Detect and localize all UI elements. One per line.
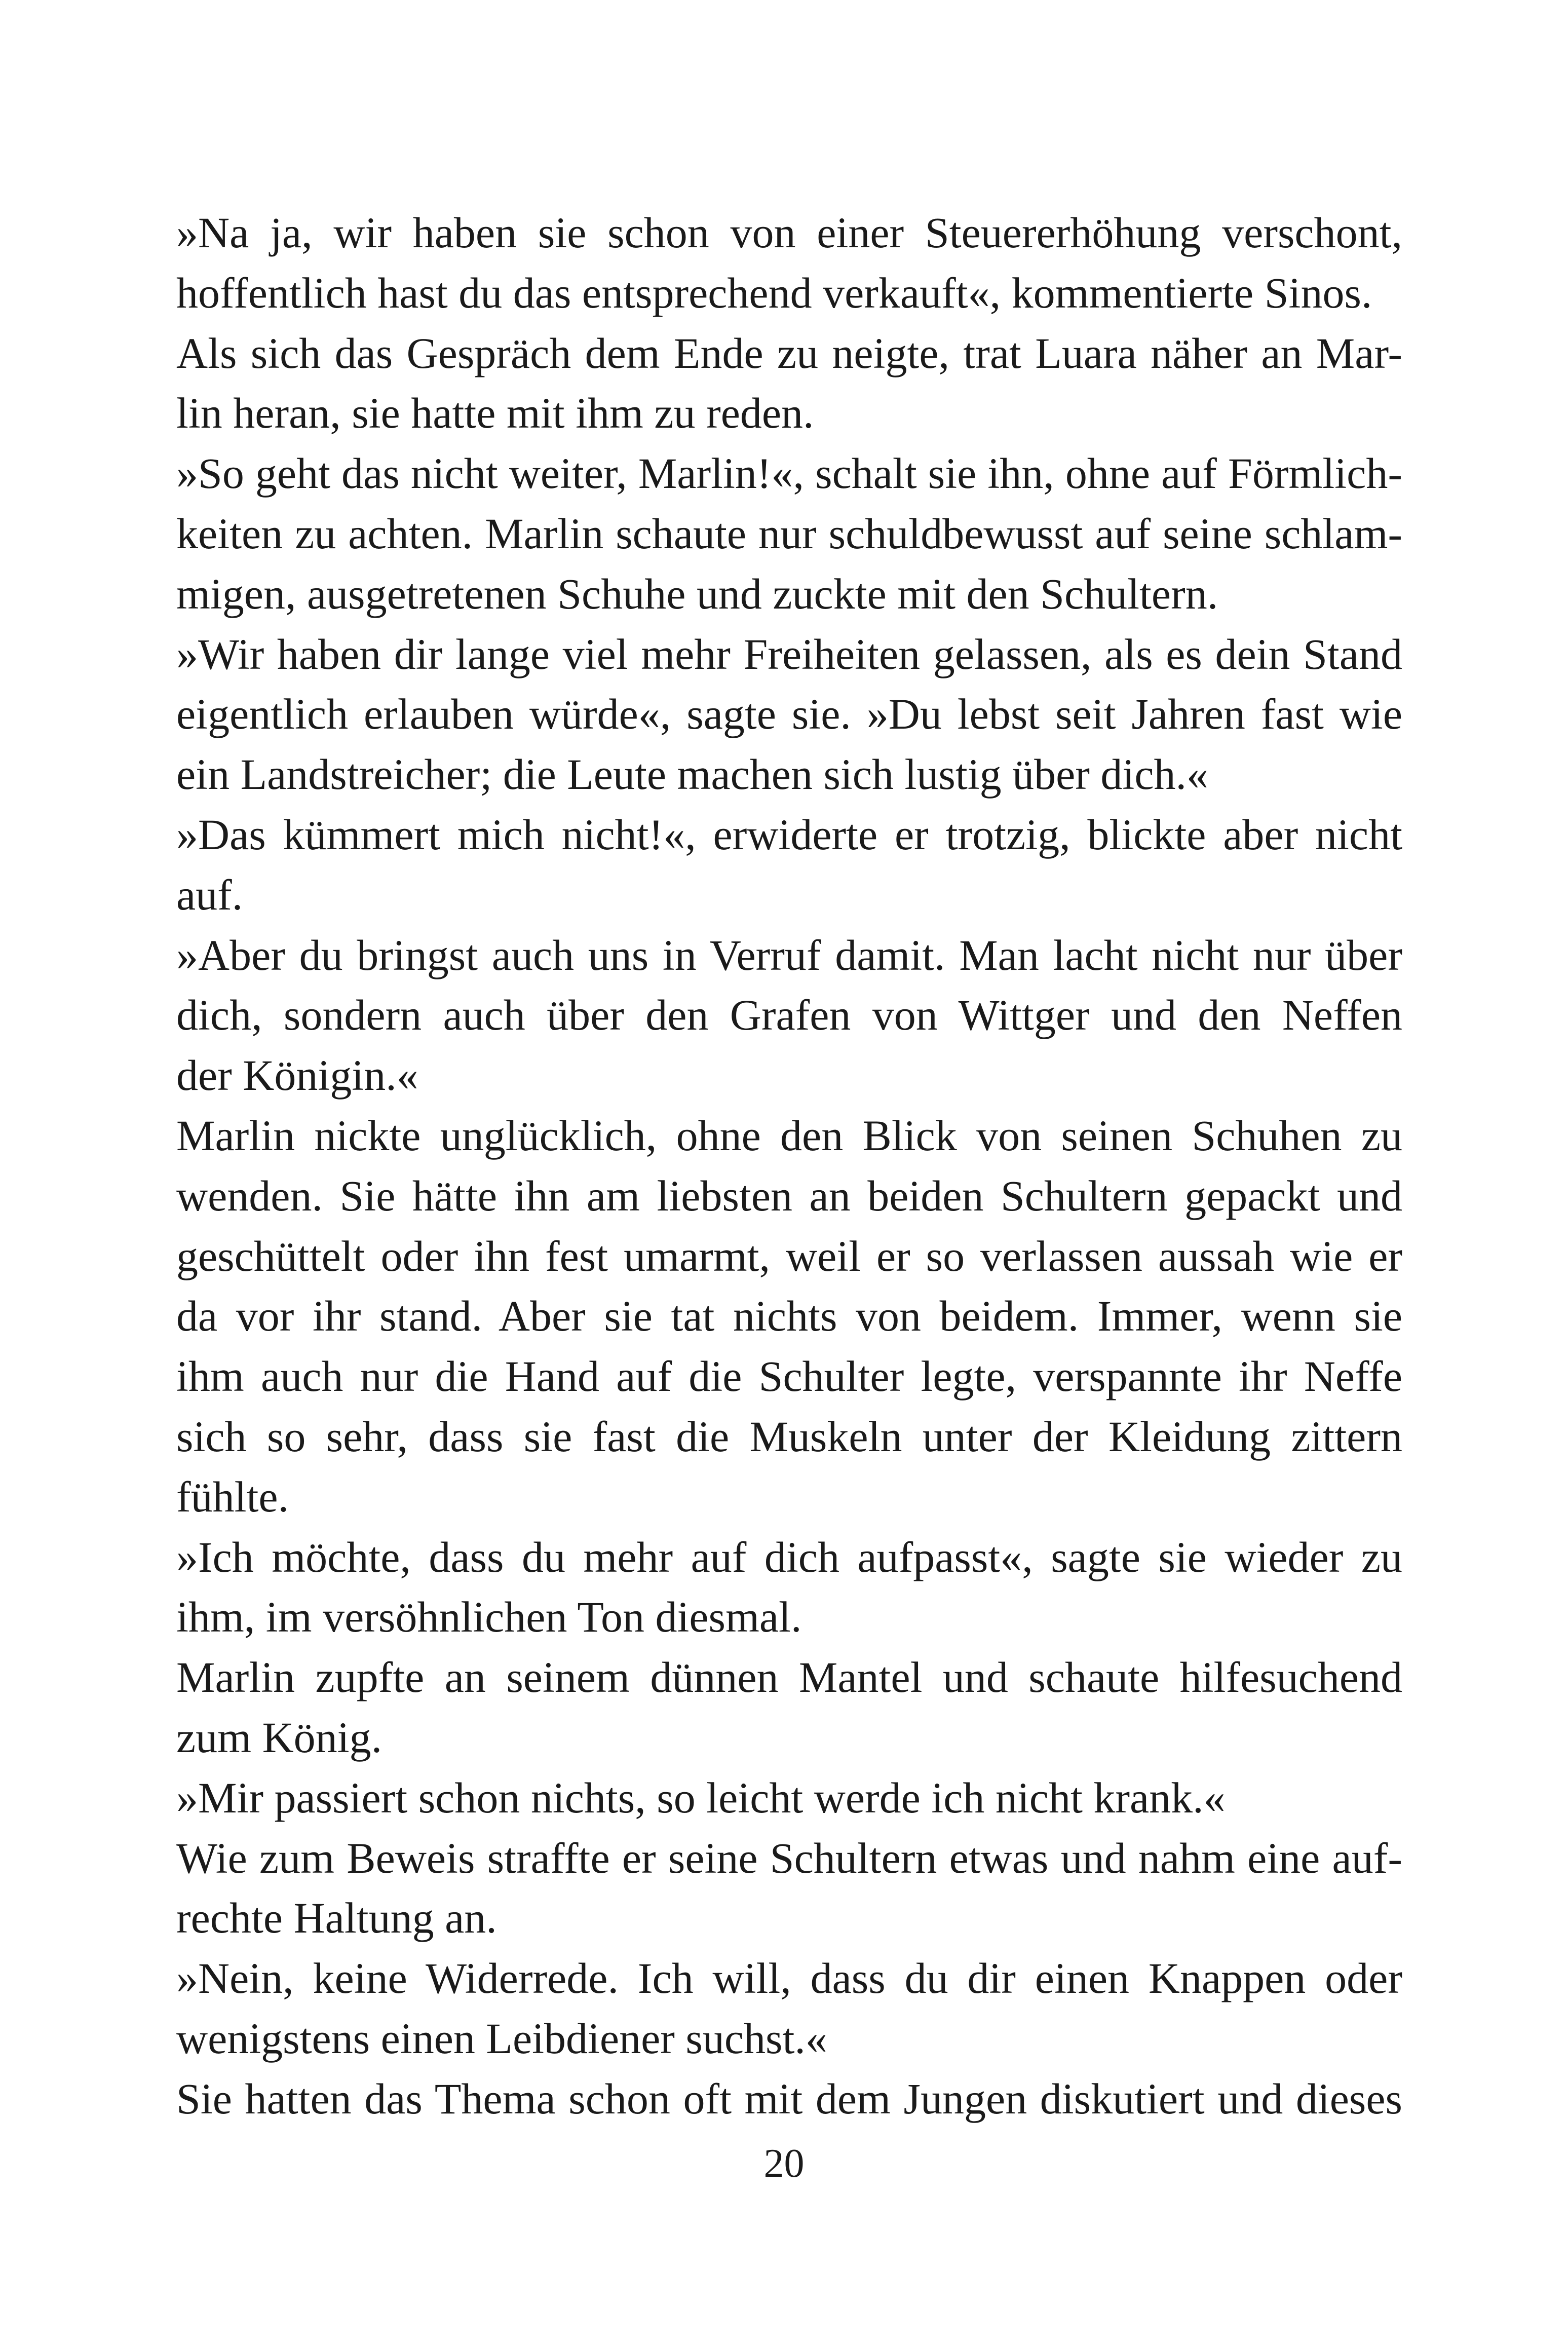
text-line: »Na ja, wir haben sie schon von einer Steuererhöhung verschont, xyxy=(176,208,1402,257)
text-line: »Das kümmert mich nicht!«, erwiderte er trotzig, blickte aber nicht xyxy=(176,810,1402,859)
text-line: sich so sehr, dass sie fast die Muskeln unter der Kleidung zittern xyxy=(176,1412,1402,1461)
text-line: rechte Haltung an. xyxy=(176,1894,497,1943)
body-text xyxy=(176,203,1402,2129)
text-line: »Ich möchte, dass du mehr auf dich aufpasst«, sagte sie wieder zu xyxy=(176,1532,1402,1581)
text-line: ihm, im versöhnlichen Ton diesmal. xyxy=(176,1593,802,1642)
text-line: hoffentlich hast du das entsprechend verkauft«, kommentierte Sinos. xyxy=(176,268,1372,317)
text-line: ihm auch nur die Hand auf die Schulter legte, verspannte ihr Neffe xyxy=(176,1352,1402,1401)
text-line: Wie zum Beweis straffte er seine Schultern etwas und nahm eine auf- xyxy=(176,1833,1402,1882)
text-line: dich, sondern auch über den Grafen von Wittger und den Neffen xyxy=(176,991,1402,1040)
text-line: Marlin nickte unglücklich, ohne den Blick von seinen Schuhen zu xyxy=(176,1111,1402,1160)
text-line: eigentlich erlauben würde«, sagte sie. »Du lebst seit Jahren fast wie xyxy=(176,690,1402,739)
text-line: Marlin zupfte an seinem dünnen Mantel und schaute hilfesuchend xyxy=(176,1653,1402,1702)
text-line: migen, ausgetretenen Schuhe und zuckte mit den Schultern. xyxy=(176,569,1218,618)
text-line: fühlte. xyxy=(176,1472,289,1521)
text-line: da vor ihr stand. Aber sie tat nichts von beidem. Immer, wenn sie xyxy=(176,1292,1402,1341)
page-number: 20 xyxy=(763,2141,805,2186)
text-line: Als sich das Gespräch dem Ende zu neigte, trat Luara näher an Mar- xyxy=(176,328,1402,377)
text-line: der Königin.« xyxy=(176,1051,418,1100)
text-line: »Wir haben dir lange viel mehr Freiheiten gelassen, als es dein Stand xyxy=(176,629,1402,678)
text-line: wenden. Sie hätte ihn am liebsten an beiden Schultern gepackt und xyxy=(176,1171,1402,1220)
text-line: geschüttelt oder ihn fest umarmt, weil er so verlassen aussah wie er xyxy=(176,1231,1402,1280)
text-line: keiten zu achten. Marlin schaute nur schuldbewusst auf seine schlam- xyxy=(176,509,1402,558)
text-line: Sie hatten das Thema schon oft mit dem Jungen diskutiert und dieses xyxy=(176,2074,1402,2123)
text-line: »Aber du bringst auch uns in Verruf damit. Man lacht nicht nur über xyxy=(176,930,1402,979)
text-line: »Nein, keine Widerrede. Ich will, dass du dir einen Knappen oder xyxy=(176,1954,1402,2003)
text-line: ein Landstreicher; die Leute machen sich lustig über dich.« xyxy=(176,750,1208,799)
text-line: wenigstens einen Leibdiener suchst.« xyxy=(176,2014,827,2063)
text-line: lin heran, sie hatte mit ihm zu reden. xyxy=(176,389,814,438)
text-line: »Mir passiert schon nichts, so leicht werde ich nicht krank.« xyxy=(176,1773,1226,1822)
text-line: »So geht das nicht weiter, Marlin!«, schalt sie ihn, ohne auf Förmlich- xyxy=(176,449,1402,498)
text-line: zum König. xyxy=(176,1713,383,1762)
text-line: auf. xyxy=(176,870,243,919)
